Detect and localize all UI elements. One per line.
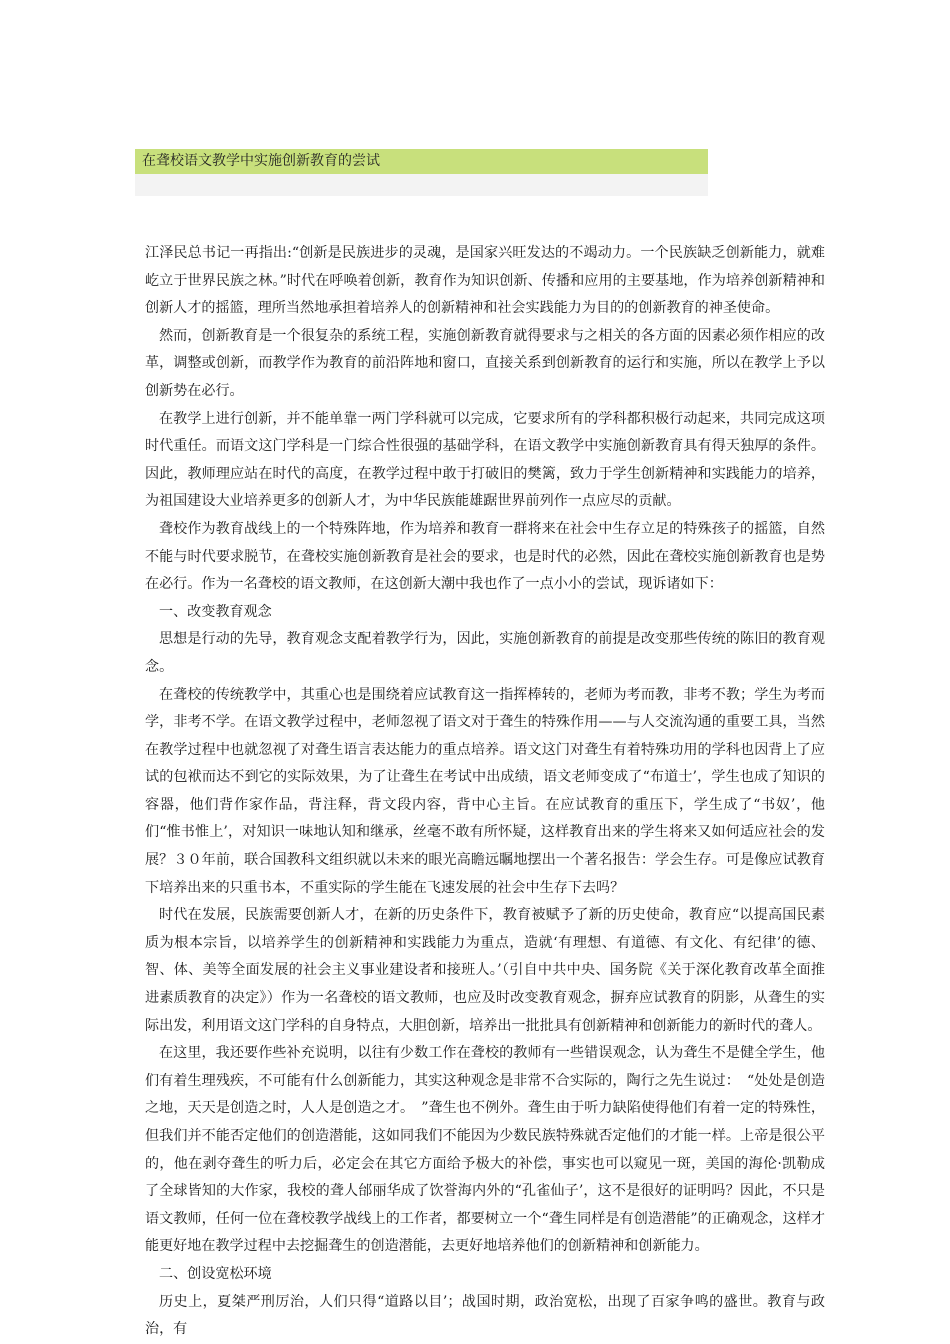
section-heading-1: 一、改变教育观念 <box>159 603 272 620</box>
paragraph-7: 时代在发展，民族需要创新人才，在新的历史条件下，教育被赋予了新的历史使命，教育应“以提高国民素质为根本宗旨，以培养学生的创新精神和实践能力为重点，造就‘有理想、有道德、有文化、有纪律’的德、智、体、美等全面发展的社会主义事业建设者和接班人。’（引自中共中央、国务院《关于深化教育改革全面推进素质教育的决定》）作为一名聋校的语文教师，也应及时改变教育观念，摒弃应试教育的阴影，从聋生的实际出发，利用语文这门学科的自身特点，大胆创新，培养出一批批具有创新精神和创新能力的新时代的聋人。 <box>145 907 825 1034</box>
paragraph-5: 思想是行动的先导，教育观念支配着教学行为，因此，实施创新教育的前提是改变那些传统的陈旧的教育观念。 <box>145 631 825 675</box>
paragraph-8: 在这里，我还要作些补充说明，以往有少数工作在聋校的教师有一些错误观念，认为聋生不是健全学生，他们有着生理残疾，不可能有什么创新能力，其实这种观念是非常不合实际的，陶行之先生说过： “处处是创造之地，天天是创造之时，人人是创造之才。 ”聋生也不例外。聋生由于听力缺陷使得他们有着一定的特殊性，但我们并不能否定他们的创造潜能，这如同我们不能因为少数民族特殊就否定他们的才能一样。上帝是很公平的，他在剥夺聋生的听力后，必定会在其它方面给予极大的补偿，事实也可以窥见一斑，美国的海伦·凯勒成了全球皆知的大作家，我校的聋人邰丽华成了饮誉海内外的“孔雀仙子’，这不是很好的证明吗？因此，不只是语文教师，任何一位在聋校教学战线上的工作者，都要树立一个“聋生同样是有创造潜能”的正确观念，这样才能更好地在教学过程中去挖掘聋生的创造潜能，去更好地培养他们的创新精神和创新能力。 <box>145 1045 825 1255</box>
paragraph-6: 在聋校的传统教学中，其重心也是围绕着应试教育这一指挥棒转的，老师为考而教，非考不教；学生为考而学，非考不学。在语文教学过程中，老师忽视了语文对于聋生的特殊作用——与人交流沟通的重要工具，当然在教学过程中也就忽视了对聋生语言表达能力的重点培养。语文这门对聋生有着特殊功用的学科也因背上了应试的包袱而达不到它的实际效果，为了让聋生在考试中出成绩，语文老师变成了“布道士’，学生也成了知识的容器，他们背作家作品，背注释，背文段内容，背中心主旨。在应试教育的重压下，学生成了“书奴’，他们“惟书惟上’，对知识一味地认知和继承，丝毫不敢有所怀疑，这样教育出来的学生将来又如何适应社会的发展？３０年前，联合国教科文组织就以未来的眼光高瞻远瞩地摆出一个著名报告：学会生存。可是像应试教育下培养出来的只重书本，不重实际的学生能在飞速发展的社会中生存下去吗？ <box>145 686 825 896</box>
title-underbar <box>135 174 708 196</box>
paragraph-2: 然而，创新教育是一个很复杂的系统工程，实施创新教育就得要求与之相关的各方面的因素必须作相应的改革，调整或创新，而教学作为教育的前沿阵地和窗口，直接关系到创新教育的运行和实施，所以在教学上予以创新势在必行。 <box>145 327 825 399</box>
paragraph-3: 在教学上进行创新，并不能单靠一两门学科就可以完成，它要求所有的学科都积极行动起来，共同完成这项时代重任。而语文这门学科是一门综合性很强的基础学科，在语文教学中实施创新教育具有得天独厚的条件。因此，教师理应站在时代的高度，在教学过程中敢于打破旧的樊篱，致力于学生创新精神和实践能力的培养，为祖国建设大业培养更多的创新人才，为中华民族能雄踞世界前列作一点应尽的贡献。 <box>145 410 825 510</box>
paragraph-4: 聋校作为教育战线上的一个特殊阵地，作为培养和教育一群将来在社会中生存立足的特殊孩子的摇篮，自然不能与时代要求脱节，在聋校实施创新教育是社会的要求，也是时代的必然，因此在聋校实施创新教育也是势在必行。作为一名聋校的语文教师，在这创新大潮中我也作了一点小小的尝试，现诉诸如下： <box>145 520 825 593</box>
section-heading-2: 二、创设宽松环境 <box>159 1265 272 1282</box>
paragraph-9: 历史上，夏桀严刑厉治，人们只得“道路以目’；战国时期，政治宽松，出现了百家争鸣的盛世。教育与政治，有 <box>145 1293 825 1338</box>
article-title: 在聋校语文教学中实施创新教育的尝试 <box>135 149 708 174</box>
article-body <box>145 240 825 1344</box>
paragraph-1: 江泽民总书记一再指出:“创新是民族进步的灵魂，是国家兴旺发达的不竭动力。一个民族缺乏创新能力，就难屹立于世界民族之林。”时代在呼唤着创新，教育作为知识创新、传播和应用的主要基地，作为培养创新精神和创新人才的摇篮，理所当然地承担着培养人的创新精神和社会实践能力为目的的创新教育的神圣使命。 <box>145 245 825 317</box>
